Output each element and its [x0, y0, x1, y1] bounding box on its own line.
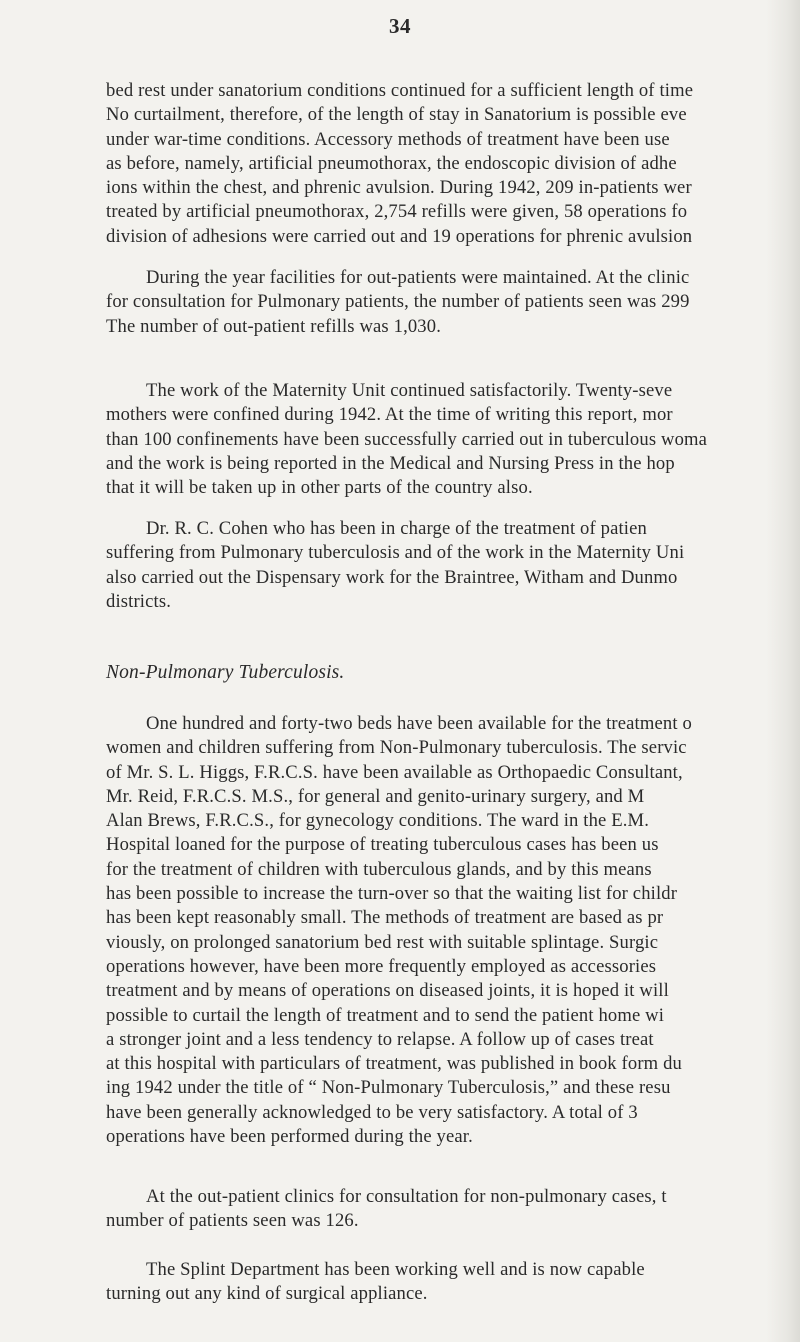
paragraph-splint-department	[106, 1258, 800, 1307]
page-number: 34	[389, 14, 411, 38]
paragraph-out-patient-clinics	[106, 1185, 800, 1234]
text-line: as before, namely, artificial pneumothorax, the endoscopic division of adhe	[106, 152, 677, 174]
text-line: has been possible to increase the turn-over so that the waiting list for childr	[106, 883, 678, 905]
section-heading: Non-Pulmonary Tuberculosis.	[106, 662, 345, 683]
text-line: At the out-patient clinics for consultation for non-pulmonary cases, t	[146, 1186, 667, 1207]
text-line: operations however, have been more frequently employed as accessories	[106, 955, 657, 977]
text-line: suffering from Pulmonary tuberculosis and of the work in the Maternity Uni	[106, 542, 685, 564]
paragraph-non-pulmonary	[106, 712, 800, 1149]
text-line: The work of the Maternity Unit continued satisfactorily. Twenty-seve	[146, 380, 673, 401]
text-line: number of patients seen was 126.	[106, 1210, 359, 1232]
text-line: than 100 confinements have been successfully carried out in tuberculous woma	[106, 428, 708, 450]
text-line: and the work is being reported in the Medical and Nursing Press in the hop	[106, 452, 675, 474]
text-line: for the treatment of children with tuberculous glands, and by this means	[106, 858, 652, 880]
text-line: ing 1942 under the title of “ Non-Pulmonary Tuberculosis,” and these resu	[106, 1077, 671, 1099]
text-line: The Splint Department has been working well and is now capable	[146, 1259, 645, 1280]
text-line: women and children suffering from Non-Pulmonary tuberculosis. The servic	[106, 737, 687, 759]
text-line: turning out any kind of surgical appliance.	[106, 1283, 428, 1305]
text-line: treatment and by means of operations on diseased joints, it is hoped it will	[106, 980, 669, 1002]
text-line: treated by artificial pneumothorax, 2,754 refills were given, 58 operations fo	[106, 201, 688, 223]
text-line: under war-time conditions. Accessory methods of treatment have been use	[106, 128, 670, 150]
text-line: has been kept reasonably small. The methods of treatment are based as pr	[106, 907, 664, 929]
text-line: districts.	[106, 590, 172, 612]
text-line: Alan Brews, F.R.C.S., for gynecology conditions. The ward in the E.M.	[106, 810, 650, 832]
text-line: Dr. R. C. Cohen who has been in charge of the treatment of patien	[146, 518, 647, 539]
text-line: During the year facilities for out-patients were maintained. At the clinic	[146, 267, 690, 288]
text-line: possible to curtail the length of treatment and to send the patient home wi	[106, 1004, 665, 1026]
text-line: a stronger joint and a less tendency to relapse. A follow up of cases treat	[106, 1028, 654, 1050]
text-line: for consultation for Pulmonary patients, the number of patients seen was 299	[106, 291, 690, 313]
text-line: ions within the chest, and phrenic avulsion. During 1942, 209 in-patients wer	[106, 177, 692, 199]
text-line: One hundred and forty-two beds have been available for the treatment o	[146, 713, 692, 734]
text-line: operations have been performed during the year.	[106, 1126, 473, 1148]
text-line: of Mr. S. L. Higgs, F.R.C.S. have been available as Orthopaedic Consultant,	[106, 761, 683, 783]
paragraph-sanatorium-treatment	[106, 79, 800, 249]
paragraph-out-patients	[106, 266, 800, 339]
text-line: Hospital loaned for the purpose of treating tuberculous cases has been us	[106, 834, 659, 856]
text-line: division of adhesions were carried out and 19 operations for phrenic avulsion	[106, 225, 693, 247]
text-line: at this hospital with particulars of treatment, was published in book form du	[106, 1053, 682, 1075]
text-line: viously, on prolonged sanatorium bed rest with suitable splintage. Surgic	[106, 931, 659, 953]
paragraph-dr-cohen	[106, 517, 800, 614]
text-line: mothers were confined during 1942. At the time of writing this report, mor	[106, 404, 673, 426]
scan-gutter-shadow	[766, 0, 800, 1342]
text-line: have been generally acknowledged to be very satisfactory. A total of 3	[106, 1101, 638, 1123]
text-line: Mr. Reid, F.R.C.S. M.S., for general and genito-urinary surgery, and M	[106, 785, 645, 807]
text-line: that it will be taken up in other parts of the country also.	[106, 477, 533, 499]
text-line: bed rest under sanatorium conditions continued for a sufficient length of time	[106, 80, 694, 101]
text-line: The number of out-patient refills was 1,030.	[106, 315, 442, 337]
text-line: No curtailment, therefore, of the length of stay in Sanatorium is possible eve	[106, 104, 687, 126]
text-line: also carried out the Dispensary work for the Braintree, Witham and Dunmo	[106, 566, 678, 588]
paragraph-maternity-unit	[106, 379, 800, 500]
